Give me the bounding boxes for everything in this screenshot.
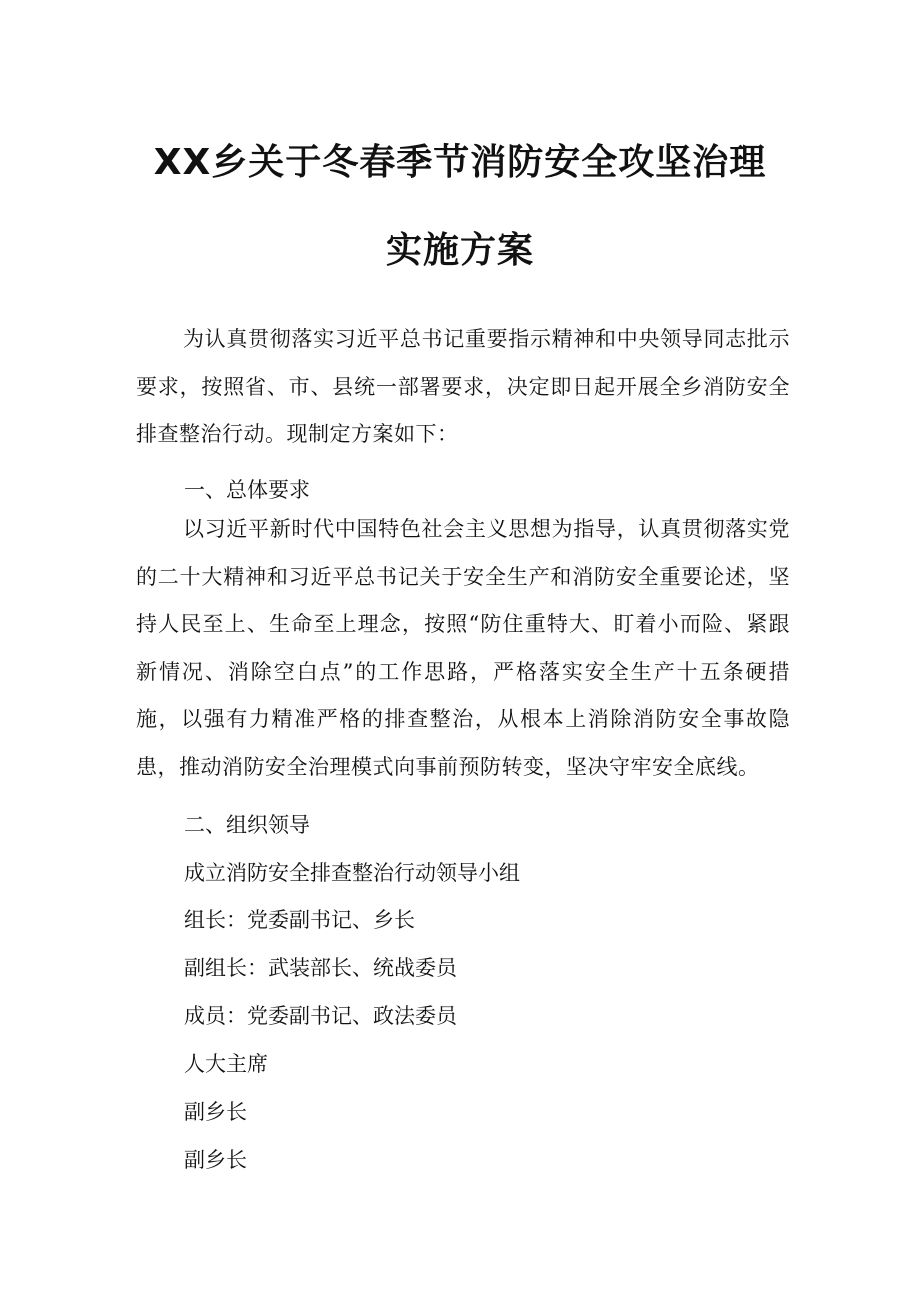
section-2-heading: 二、组织领导 — [184, 813, 310, 837]
section-1-heading: 一、总体要求 — [184, 478, 310, 502]
member-line: 副乡长 — [184, 1148, 247, 1172]
member-line: 人大主席 — [184, 1052, 268, 1076]
document-title-line-2: 实施方案 — [385, 230, 534, 271]
member-line: 副乡长 — [184, 1100, 247, 1124]
leader-line: 组长：党委副书记、乡长 — [184, 908, 415, 932]
section-1-paragraph: 以习近平新时代中国特色社会主义思想为指导，认真贯彻落实党的二十大精神和习近平总书记关于安全生产和消防安全重要论述，坚持人民至上、生命至上理念，按照“防住重特大、盯着小而险、紧跟新情况、消除空白点”的工作思路，严格落实安全生产十五条硬措施，以强有力精准严格的排查整治，从根本上消除消防安全事故隐患，推动消防安全治理模式向事前预防转变，坚决守牢安全底线。 — [136, 517, 790, 779]
group-intro-line: 成立消防安全排查整治行动领导小组 — [184, 861, 520, 885]
members-line: 成员：党委副书记、政法委员 — [184, 1004, 457, 1028]
document-title-line-1: XX乡关于冬春季节消防安全攻坚治理 — [153, 142, 767, 183]
deputy-leader-line: 副组长：武装部长、统战委员 — [184, 956, 457, 980]
intro-paragraph: 为认真贯彻落实习近平总书记重要指示精神和中央领导同志批示要求，按照省、市、县统一部署要求，决定即日起开展全乡消防安全排查整治行动。现制定方案如下： — [136, 327, 790, 446]
